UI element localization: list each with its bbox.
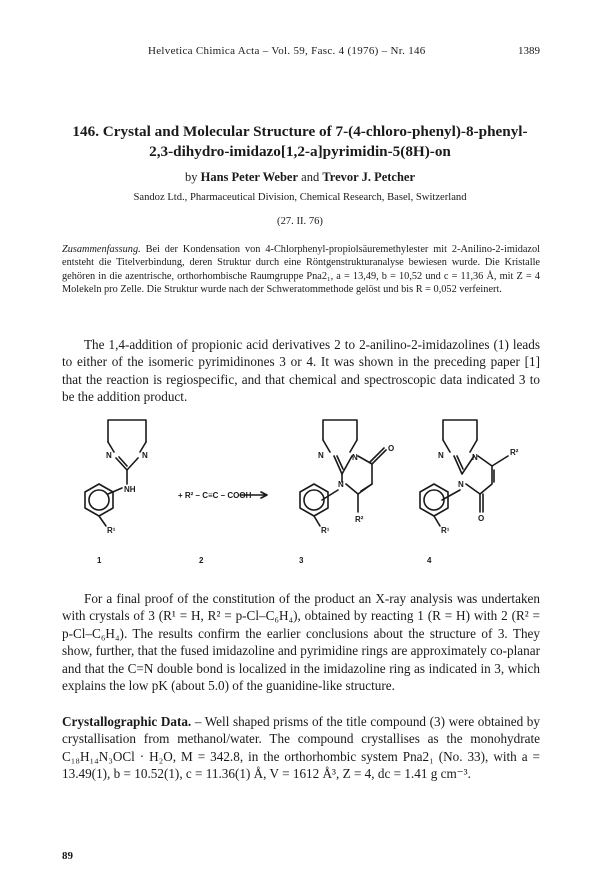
atom-label-o: O <box>478 514 485 523</box>
affiliation: Sandoz Ltd., Pharmaceutical Division, Chemical Research, Basel, Switzerland <box>133 192 467 203</box>
atom-label-n: N <box>142 451 148 460</box>
atom-label-r2: R² <box>355 515 364 524</box>
atom-label-r2: R² <box>510 448 519 457</box>
atom-label-n: N <box>472 453 478 462</box>
body-paragraph-3 <box>62 713 540 783</box>
atom-label-r1: R¹ <box>321 526 330 535</box>
atom-label-nh: NH <box>124 485 136 494</box>
compound-number-3: 3 <box>299 556 304 565</box>
received-date: (27. II. 76) <box>277 216 323 227</box>
reaction-scheme <box>40 390 560 575</box>
compound-4-structure <box>420 420 508 526</box>
atom-label-r1: R¹ <box>441 526 450 535</box>
abstract-text: Bei der Kondensation von 4-Chlorphenyl-propiolsäuremethylester mit 2-Anilino-2-imidazol entsteht die Titelverbindung, deren Struktur durch eine Röntgenstrukturanalyse bewiesen wurde. Die Kristalle gehören in die azentrische, orthorhombische Raumgruppe Pna2₁, a = 13,49, b = 10,52 und c = 11,36 Å, mit Z = 4 Molekeln pro Zelle. Die Struktur wurde nach der Schweratommethode gelöst und bis R = 0,052 verfeinert. <box>62 244 540 296</box>
page-footer-code: 89 <box>62 850 73 862</box>
author-line <box>0 170 600 185</box>
body-paragraph-1: The 1,4-addition of propionic acid derivatives 2 to 2-anilino-2-imidazolines (1) leads to either of the isomeric pyrimidinones 3 or 4. It was shown in the preceding paper [1] that the reaction is regiospecific, and that chemical and spectroscopic data indicated 3 to be the addition product. <box>62 337 540 405</box>
author-2: Trevor J. Petcher <box>322 170 416 184</box>
page-number: 1389 <box>518 45 540 57</box>
body-paragraph-2: For a final proof of the constitution of the product an X-ray analysis was undertaken with crystals of 3 (R¹ = H, R² = p-Cl–C₆H₄), obtained by reacting 1 (R = H) with 2 (R² = p-Cl–C₆H₄). The results confirm the earlier conclusions about the structure of 3. They show, further, that the fused imidazoline and pyrimidine rings are approximately co-planar and that the C=N double bond is localized in the imidazoline ring as indicated in 3, which explains the low pK (about 5.0) of the guanidine-like structure. <box>62 591 540 694</box>
section-heading: Crystallographic Data. <box>62 714 192 729</box>
abstract <box>62 243 540 297</box>
title-line-1: 146. Crystal and Molecular Structure of 7-(4-chloro-phenyl)-8-phenyl- <box>72 123 528 140</box>
atom-label-n: N <box>318 451 324 460</box>
compound-1-structure <box>85 420 146 526</box>
atom-label-o: O <box>388 444 395 453</box>
reagent-formula: + R² – C≡C – COOH <box>178 491 252 500</box>
compound-number-1: 1 <box>97 556 102 565</box>
abstract-label: Zusammenfassung. <box>62 244 141 255</box>
compound-number-4: 4 <box>427 556 432 565</box>
article-title <box>40 122 560 162</box>
atom-label-n: N <box>352 453 358 462</box>
journal-header: Helvetica Chimica Acta – Vol. 59, Fasc. 4 (1976) – Nr. 146 <box>148 45 426 57</box>
by-word: by <box>184 170 198 184</box>
and-word: and <box>301 170 320 184</box>
compound-3-structure <box>300 420 386 526</box>
crystallographic-data-text: – Well shaped prisms of the title compound (3) were obtained by crystallisation from methanol/water. The compound crystallises as the monohydrate C₁₈H₁₄N₃OCl · H₂O, M = 342.8, in the orthorhombic system Pna2₁ (No. 33), with a = 13.49(1), b = 10.52(1), c = 11.36(1) Å, V = 1612 Å³, Z = 4, dc = 1.41 g cm⁻³. <box>62 714 540 782</box>
title-line-2: 2,3-dihydro-imidazo[1,2-a]pyrimidin-5(8H)-on <box>149 143 451 160</box>
atom-label-n: N <box>338 480 344 489</box>
author-1: Hans Peter Weber <box>200 170 299 184</box>
atom-label-n: N <box>438 451 444 460</box>
compound-number-2: 2 <box>199 556 204 565</box>
atom-label-r1: R¹ <box>107 526 116 535</box>
atom-label-n: N <box>106 451 112 460</box>
atom-label-n: N <box>458 480 464 489</box>
